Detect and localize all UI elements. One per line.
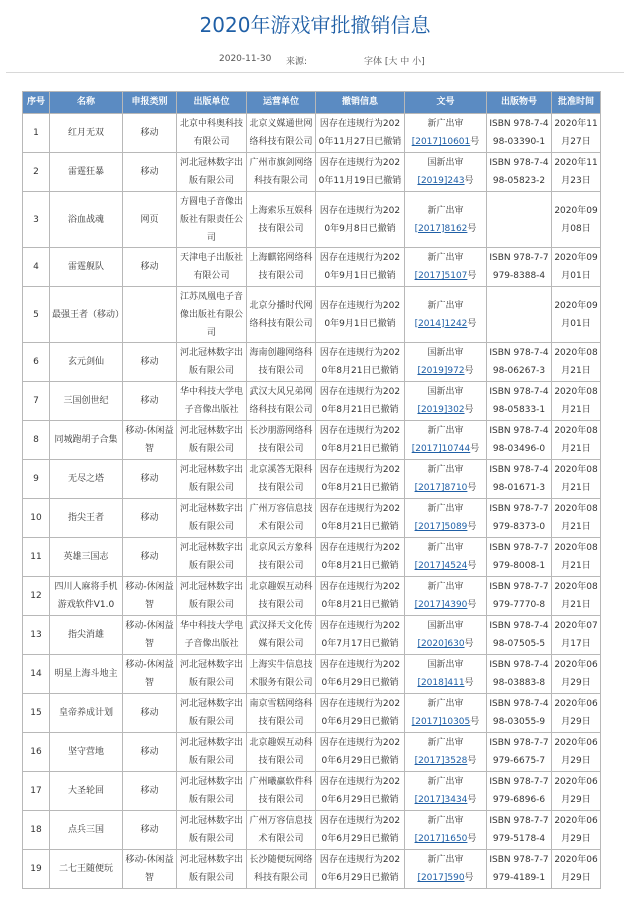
cell-approval-no — [405, 287, 487, 343]
cell-name: 皇帝养成计划 — [50, 694, 123, 733]
cell-category: 移动 — [123, 382, 177, 421]
cell-approval-no — [405, 655, 487, 694]
approval-suffix: 号 — [470, 444, 480, 454]
approval-prefix: 新广出审 — [427, 205, 464, 216]
cell-category: 移动 — [123, 114, 177, 153]
approval-number-link[interactable]: [2017]4524 — [414, 561, 468, 571]
approval-number-link[interactable]: [2017]4390 — [414, 600, 468, 610]
cell-approval-no — [405, 811, 487, 850]
approval-suffix: 号 — [467, 318, 477, 329]
cell-approval-no — [405, 343, 487, 382]
cell-no: 12 — [23, 577, 50, 616]
cell-operator: 北京溪答无限科技有限公司 — [247, 460, 316, 499]
cell-no: 14 — [23, 655, 50, 694]
cell-isbn: ISBN 978-7-498-03390-1 — [487, 114, 552, 153]
cell-publisher: 江苏凤凰电子音像出版社有限公司 — [177, 287, 247, 343]
cell-name: 坚守营地 — [50, 733, 123, 772]
cell-category — [123, 287, 177, 343]
cell-revocation: 因存在违规行为2020年9月1日已撤销 — [316, 248, 405, 287]
cell-operator: 北京趣娱互动科技有限公司 — [247, 733, 316, 772]
table-row — [23, 192, 601, 248]
cell-no: 10 — [23, 499, 50, 538]
cell-category: 移动 — [123, 153, 177, 192]
cell-operator: 长沙朋游网络科技有限公司 — [247, 421, 316, 460]
cell-category: 移动 — [123, 733, 177, 772]
cell-no: 3 — [23, 192, 50, 248]
approval-prefix: 国新出审 — [427, 158, 464, 168]
cell-operator: 北京分播时代网络科技有限公司 — [247, 287, 316, 343]
cell-approval-no — [405, 538, 487, 577]
cell-isbn: ISBN 978-7-498-05833-1 — [487, 382, 552, 421]
cell-operator: 广州市旗剑网络科技有限公司 — [247, 153, 316, 192]
cell-revocation: 因存在违规行为2020年6月29日已撤销 — [316, 850, 405, 889]
cell-name: 最强王者（移动） — [50, 287, 123, 343]
cell-operator: 上海麒铭网络科技有限公司 — [247, 248, 316, 287]
cell-approval-no — [405, 694, 487, 733]
approval-number-link[interactable]: [2017]10305 — [411, 717, 471, 727]
cell-no: 18 — [23, 811, 50, 850]
cell-operator: 上海实牛信息技术服务有限公司 — [247, 655, 316, 694]
cell-name: 无尽之塔 — [50, 460, 123, 499]
cell-revocation: 因存在违规行为2020年11月19日已撤销 — [316, 153, 405, 192]
cell-name: 英雄三国志 — [50, 538, 123, 577]
table-row — [23, 655, 601, 694]
cell-publisher: 天津电子出版社有限公司 — [177, 248, 247, 287]
cell-date: 2020年08月21日 — [552, 499, 601, 538]
cell-date: 2020年06月29日 — [552, 694, 601, 733]
page-title: 2020年游戏审批撤销信息 — [199, 13, 431, 37]
cell-no: 1 — [23, 114, 50, 153]
cell-no: 2 — [23, 153, 50, 192]
approval-number-link[interactable]: [2017]3434 — [414, 795, 468, 805]
cell-revocation: 因存在违规行为2020年6月29日已撤销 — [316, 811, 405, 850]
cell-publisher: 河北冠林数字出版有限公司 — [177, 538, 247, 577]
approval-number-link[interactable]: [2019]302 — [417, 405, 465, 415]
approval-suffix: 号 — [467, 795, 477, 805]
cell-approval-no — [405, 772, 487, 811]
approval-suffix: 号 — [467, 756, 477, 766]
cell-isbn: ISBN 978-7-7979-6896-6 — [487, 772, 552, 811]
font-size-large[interactable]: 大 — [388, 57, 398, 67]
cell-date: 2020年06月29日 — [552, 772, 601, 811]
cell-date: 2020年08月21日 — [552, 343, 601, 382]
cell-date: 2020年08月21日 — [552, 460, 601, 499]
approval-number-link[interactable]: [2017]10744 — [411, 444, 471, 454]
cell-category: 移动-休闲益智 — [123, 577, 177, 616]
cell-operator: 武汉大风兄弟网络科技有限公司 — [247, 382, 316, 421]
cell-isbn: ISBN 978-7-498-01671-3 — [487, 460, 552, 499]
cell-date: 2020年08月21日 — [552, 577, 601, 616]
cell-date: 2020年06月29日 — [552, 733, 601, 772]
cell-isbn: ISBN 978-7-498-06267-3 — [487, 343, 552, 382]
cell-approval-no — [405, 616, 487, 655]
cell-publisher: 华中科技大学电子音像出版社 — [177, 616, 247, 655]
cell-revocation: 因存在违规行为2020年8月21日已撤销 — [316, 382, 405, 421]
cell-approval-no — [405, 248, 487, 287]
approval-prefix: 国新出审 — [427, 387, 464, 397]
cell-date: 2020年09月01日 — [552, 287, 601, 343]
cell-isbn: ISBN 978-7-498-03055-9 — [487, 694, 552, 733]
cell-revocation: 因存在违规行为2020年6月29日已撤销 — [316, 733, 405, 772]
header-name: 名称 — [50, 92, 123, 114]
cell-category: 移动-休闲益智 — [123, 421, 177, 460]
approval-suffix: 号 — [467, 271, 477, 281]
cell-publisher: 河北冠林数字出版有限公司 — [177, 850, 247, 889]
cell-revocation: 因存在违规行为2020年6月29日已撤销 — [316, 694, 405, 733]
cell-isbn: ISBN 978-7-498-05823-2 — [487, 153, 552, 192]
cell-revocation: 因存在违规行为2020年8月21日已撤销 — [316, 421, 405, 460]
cell-no: 5 — [23, 287, 50, 343]
cell-publisher: 河北冠林数字出版有限公司 — [177, 499, 247, 538]
cell-date: 2020年08月21日 — [552, 538, 601, 577]
cell-date: 2020年11月27日 — [552, 114, 601, 153]
table-row — [23, 772, 601, 811]
cell-date: 2020年06月29日 — [552, 850, 601, 889]
cell-name: 浴血战魂 — [50, 192, 123, 248]
cell-operator: 广州曦赢软件科技有限公司 — [247, 772, 316, 811]
cell-operator: 北京趣娱互动科技有限公司 — [247, 577, 316, 616]
cell-no: 13 — [23, 616, 50, 655]
cell-category: 移动 — [123, 694, 177, 733]
cell-operator: 北京义媒通世网络科技有限公司 — [247, 114, 316, 153]
approval-number-link[interactable]: [2017]5107 — [414, 271, 468, 281]
approval-suffix: 号 — [467, 600, 477, 610]
cell-approval-no — [405, 460, 487, 499]
cell-isbn: ISBN 978-7-7979-8388-4 — [487, 248, 552, 287]
cell-name: 大圣轮回 — [50, 772, 123, 811]
cell-date: 2020年06月29日 — [552, 811, 601, 850]
cell-name: 三国创世纪 — [50, 382, 123, 421]
table-row — [23, 538, 601, 577]
header-date: 批准时间 — [552, 92, 601, 114]
approval-suffix: 号 — [464, 366, 474, 376]
cell-name: 同城跑胡子合集 — [50, 421, 123, 460]
cell-name: 红月无双 — [50, 114, 123, 153]
cell-publisher: 河北冠林数字出版有限公司 — [177, 421, 247, 460]
cell-approval-no — [405, 114, 487, 153]
approval-suffix: 号 — [464, 176, 474, 186]
cell-approval-no — [405, 192, 487, 248]
approval-suffix: 号 — [470, 717, 480, 727]
table-row — [23, 153, 601, 192]
table-row — [23, 733, 601, 772]
approval-prefix: 新广出审 — [427, 426, 464, 436]
cell-approval-no — [405, 382, 487, 421]
header-no: 序号 — [23, 92, 50, 114]
cell-isbn: ISBN 978-7-7979-6675-7 — [487, 733, 552, 772]
approval-prefix: 新广出审 — [427, 738, 464, 748]
header-operator: 运营单位 — [247, 92, 316, 114]
approval-number-link[interactable]: [2014]1242 — [414, 318, 468, 329]
table-row — [23, 114, 601, 153]
article-meta — [6, 48, 624, 73]
approval-number-link[interactable]: [2017]1650 — [414, 834, 468, 844]
cell-name: 指尖消雄 — [50, 616, 123, 655]
cell-isbn: ISBN 978-7-7979-8008-1 — [487, 538, 552, 577]
cell-no: 9 — [23, 460, 50, 499]
table-row — [23, 343, 601, 382]
cell-category: 移动 — [123, 499, 177, 538]
cell-no: 11 — [23, 538, 50, 577]
table-row — [23, 248, 601, 287]
cell-operator: 广州万容信息技术有限公司 — [247, 499, 316, 538]
approval-number-link[interactable]: [2019]972 — [417, 366, 465, 376]
header-category: 申报类别 — [123, 92, 177, 114]
approval-prefix: 新广出审 — [427, 543, 464, 553]
cell-date: 2020年08月21日 — [552, 382, 601, 421]
approval-prefix: 新广出审 — [427, 300, 464, 311]
table-row — [23, 287, 601, 343]
cell-publisher: 华中科技大学电子音像出版社 — [177, 382, 247, 421]
cell-publisher: 河北冠林数字出版有限公司 — [177, 811, 247, 850]
approval-number-link[interactable]: [2020]630 — [417, 639, 465, 649]
font-label: 字体 — [364, 57, 383, 67]
cell-publisher: 河北冠林数字出版有限公司 — [177, 343, 247, 382]
cell-isbn: ISBN 978-7-498-07505-5 — [487, 616, 552, 655]
cell-name: 二七王随便玩 — [50, 850, 123, 889]
cell-name: 雷霆狂暴 — [50, 153, 123, 192]
table-row — [23, 577, 601, 616]
cell-no: 7 — [23, 382, 50, 421]
cell-revocation: 因存在违规行为2020年8月21日已撤销 — [316, 460, 405, 499]
cell-no: 4 — [23, 248, 50, 287]
cell-date: 2020年08月21日 — [552, 421, 601, 460]
approval-prefix: 新广出审 — [427, 816, 464, 826]
cell-publisher: 河北冠林数字出版有限公司 — [177, 772, 247, 811]
cell-category: 移动 — [123, 343, 177, 382]
approval-suffix: 号 — [464, 639, 474, 649]
cell-revocation: 因存在违规行为2020年8月21日已撤销 — [316, 499, 405, 538]
table-row — [23, 460, 601, 499]
cell-isbn: ISBN 978-7-498-03883-8 — [487, 655, 552, 694]
approval-prefix: 新广出审 — [427, 119, 464, 129]
cell-date: 2020年09月08日 — [552, 192, 601, 248]
cell-operator: 上海索乐互娱科技有限公司 — [247, 192, 316, 248]
approval-number-link[interactable]: [2018]411 — [417, 678, 465, 688]
cell-approval-no — [405, 421, 487, 460]
cell-publisher: 北京中科奥科技有限公司 — [177, 114, 247, 153]
approval-suffix: 号 — [467, 834, 477, 844]
cell-category: 移动 — [123, 772, 177, 811]
cell-isbn — [487, 192, 552, 248]
cell-operator: 北京风云方象科技有限公司 — [247, 538, 316, 577]
cell-isbn: ISBN 978-7-7979-5178-4 — [487, 811, 552, 850]
approval-number-link[interactable]: [2017]5089 — [414, 522, 468, 532]
approval-number-link[interactable]: [2017]8710 — [414, 483, 468, 493]
cell-revocation: 因存在违规行为2020年8月21日已撤销 — [316, 343, 405, 382]
source-label: 来源: — [286, 57, 308, 67]
cell-no: 6 — [23, 343, 50, 382]
cell-publisher: 河北冠林数字出版有限公司 — [177, 577, 247, 616]
cell-revocation: 因存在违规行为2020年6月29日已撤销 — [316, 655, 405, 694]
cell-category: 移动 — [123, 460, 177, 499]
cell-name: 指尖王者 — [50, 499, 123, 538]
cell-revocation: 因存在违规行为2020年9月1日已撤销 — [316, 287, 405, 343]
cell-category: 网页 — [123, 192, 177, 248]
font-size-selector: 字体 [大 中 小] — [364, 57, 425, 67]
cell-operator: 南京雪糕网络科技有限公司 — [247, 694, 316, 733]
table-row — [23, 811, 601, 850]
cell-revocation: 因存在违规行为2020年6月29日已撤销 — [316, 772, 405, 811]
cell-isbn — [487, 287, 552, 343]
cell-category: 移动-休闲益智 — [123, 616, 177, 655]
cell-date: 2020年09月01日 — [552, 248, 601, 287]
cell-name: 明星上海斗地主 — [50, 655, 123, 694]
approval-prefix: 新广出审 — [427, 253, 464, 263]
table-row — [23, 499, 601, 538]
cell-date: 2020年07月17日 — [552, 616, 601, 655]
approval-prefix: 新广出审 — [427, 465, 464, 475]
cell-publisher: 河北冠林数字出版有限公司 — [177, 733, 247, 772]
approval-number-link[interactable]: [2017]8162 — [414, 223, 468, 234]
table-row — [23, 382, 601, 421]
header-revocation: 撤销信息 — [316, 92, 405, 114]
cell-approval-no — [405, 153, 487, 192]
approval-suffix: 号 — [467, 522, 477, 532]
cell-approval-no — [405, 499, 487, 538]
cell-isbn: ISBN 978-7-7979-4189-1 — [487, 850, 552, 889]
cell-publisher: 方圆电子音像出版社有限责任公司 — [177, 192, 247, 248]
cell-approval-no — [405, 577, 487, 616]
cell-revocation: 因存在违规行为2020年11月27日已撤销 — [316, 114, 405, 153]
cell-operator: 长沙随便玩网络科技有限公司 — [247, 850, 316, 889]
approval-number-link[interactable]: [2019]243 — [417, 176, 465, 186]
cell-publisher: 河北冠林数字出版有限公司 — [177, 460, 247, 499]
approval-suffix: 号 — [467, 223, 477, 234]
approval-suffix: 号 — [467, 561, 477, 571]
cell-date: 2020年06月29日 — [552, 655, 601, 694]
approval-number-link[interactable]: [2017]3528 — [414, 756, 468, 766]
cell-revocation: 因存在违规行为2020年9月8日已撤销 — [316, 192, 405, 248]
approval-suffix: 号 — [470, 137, 480, 147]
cell-no: 15 — [23, 694, 50, 733]
cell-publisher: 河北冠林数字出版有限公司 — [177, 655, 247, 694]
cell-category: 移动-休闲益智 — [123, 655, 177, 694]
approval-prefix: 国新出审 — [427, 660, 464, 670]
cell-name: 玄元剑仙 — [50, 343, 123, 382]
cell-operator: 海南创趣网络科技有限公司 — [247, 343, 316, 382]
font-size-small[interactable]: 小 — [412, 57, 422, 67]
approval-prefix: 国新出审 — [427, 621, 464, 631]
cell-no: 16 — [23, 733, 50, 772]
cell-revocation: 因存在违规行为2020年8月21日已撤销 — [316, 538, 405, 577]
approval-number-link[interactable]: [2017]590 — [417, 873, 465, 883]
approval-number-link[interactable]: [2017]10601 — [411, 137, 471, 147]
table-row — [23, 850, 601, 889]
cell-operator: 广州万容信息技术有限公司 — [247, 811, 316, 850]
cell-date: 2020年11月23日 — [552, 153, 601, 192]
cell-isbn: ISBN 978-7-498-03496-0 — [487, 421, 552, 460]
cell-no: 8 — [23, 421, 50, 460]
cell-category: 移动 — [123, 538, 177, 577]
cell-name: 四川人麻将手机游戏软件V1.0 — [50, 577, 123, 616]
cell-revocation: 因存在违规行为2020年8月21日已撤销 — [316, 577, 405, 616]
cell-isbn: ISBN 978-7-7979-8373-0 — [487, 499, 552, 538]
header-approval-no: 文号 — [405, 92, 487, 114]
revocation-table — [22, 91, 601, 889]
cell-no: 19 — [23, 850, 50, 889]
table-row — [23, 694, 601, 733]
approval-prefix: 新广出审 — [427, 855, 464, 865]
cell-category: 移动 — [123, 248, 177, 287]
cell-revocation: 因存在违规行为2020年7月17日已撤销 — [316, 616, 405, 655]
cell-publisher: 河北冠林数字出版有限公司 — [177, 694, 247, 733]
approval-prefix: 国新出审 — [427, 348, 464, 358]
approval-prefix: 新广出审 — [427, 777, 464, 787]
cell-approval-no — [405, 733, 487, 772]
cell-category: 移动 — [123, 811, 177, 850]
approval-suffix: 号 — [464, 405, 474, 415]
approval-suffix: 号 — [464, 873, 474, 883]
table-row — [23, 421, 601, 460]
approval-suffix: 号 — [467, 483, 477, 493]
cell-publisher: 河北冠林数字出版有限公司 — [177, 153, 247, 192]
publish-date: 2020-11-30 — [219, 54, 272, 64]
header-publisher: 出版单位 — [177, 92, 247, 114]
cell-no: 17 — [23, 772, 50, 811]
font-size-medium[interactable]: 中 — [400, 57, 410, 67]
approval-suffix: 号 — [464, 678, 474, 688]
cell-operator: 武汉择天文化传媒有限公司 — [247, 616, 316, 655]
header-isbn: 出版物号 — [487, 92, 552, 114]
cell-category: 移动-休闲益智 — [123, 850, 177, 889]
cell-isbn: ISBN 978-7-7979-7770-8 — [487, 577, 552, 616]
cell-name: 雷霆舰队 — [50, 248, 123, 287]
approval-prefix: 新广出审 — [427, 582, 464, 592]
approval-prefix: 新广出审 — [427, 699, 464, 709]
table-row — [23, 616, 601, 655]
cell-approval-no — [405, 850, 487, 889]
table-header-row — [23, 92, 601, 114]
approval-prefix: 新广出审 — [427, 504, 464, 514]
cell-name: 点兵三国 — [50, 811, 123, 850]
